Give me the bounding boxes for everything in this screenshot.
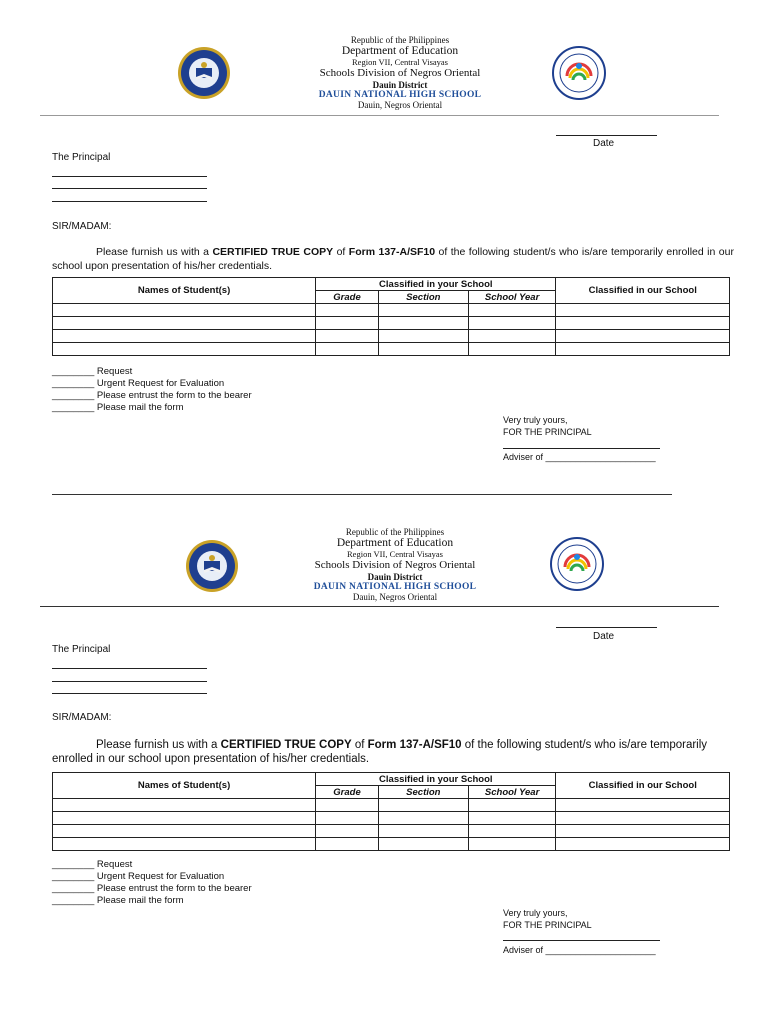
letterhead [0, 0, 768, 111]
option-mail[interactable]: ________ Please mail the form [52, 895, 184, 906]
date-label: Date [593, 631, 615, 642]
school-seal-icon [177, 46, 231, 100]
deped-seal-icon [549, 537, 605, 591]
option-urgent[interactable]: ________ Urgent Request for Evaluation [52, 378, 225, 389]
salutation: SIR/MADAM: [52, 221, 112, 232]
request-text-mid: of [333, 246, 349, 258]
table-row[interactable] [53, 330, 730, 343]
col-classified-your-header: Classified in your School [316, 278, 556, 291]
col-section-header: Section [378, 291, 468, 304]
request-text-pre: Please furnish us with a [96, 739, 221, 751]
division-line: Schools Division of Negros Oriental [319, 67, 481, 80]
letterhead [0, 492, 768, 603]
header-divider [40, 115, 719, 116]
date-line[interactable] [556, 627, 657, 628]
certified-true-copy: CERTIFIED TRUE COPY [212, 246, 334, 258]
col-grade-header: Grade [316, 786, 379, 799]
salutation: SIR/MADAM: [52, 712, 112, 723]
school-address: Dauin, Negros Oriental [352, 592, 438, 603]
col-classified-your-header: Classified in your School [316, 773, 556, 786]
closing: Very truly yours, [503, 908, 568, 918]
header-divider [40, 606, 719, 607]
col-school-year-header: School Year [468, 291, 556, 304]
adviser-line[interactable]: Adviser of ______________________ [503, 945, 656, 955]
closing: Very truly yours, [503, 415, 568, 425]
option-urgent[interactable]: ________ Urgent Request for Evaluation [52, 871, 225, 882]
col-names-header: Names of Student(s) [53, 773, 316, 799]
district-line: Dauin District [367, 571, 423, 582]
for-principal: FOR THE PRINCIPAL [503, 427, 592, 437]
students-table [52, 277, 730, 356]
request-text-post: of the following student/s who is/are temporarily enrolled in our school upon presentation of his/her credentials. [52, 246, 734, 272]
signature-line[interactable] [503, 940, 660, 941]
request-form-2 [0, 492, 768, 972]
address-line-2[interactable] [52, 681, 207, 682]
signature-block [503, 907, 592, 931]
option-entrust[interactable]: ________ Please entrust the form to the bearer [52, 883, 252, 894]
col-names-header: Names of Student(s) [53, 278, 316, 304]
table-row[interactable] [53, 304, 730, 317]
options-list [52, 859, 252, 907]
region-line: Region VII, Central Visayas [347, 548, 443, 559]
address-line-1[interactable] [52, 176, 207, 177]
principal-label: The Principal [52, 644, 111, 655]
form-number: Form 137-A/SF10 [367, 739, 462, 751]
district-line: Dauin District [372, 79, 428, 90]
address-line-3[interactable] [52, 693, 207, 694]
col-classified-our-header: Classified in our School [556, 278, 730, 304]
request-text-post: of the following student/s who is/are temporarily enrolled in our school upon presentation of his/her credentials. [52, 739, 708, 765]
option-entrust[interactable]: ________ Please entrust the form to the bearer [52, 390, 252, 401]
request-text-mid: of [351, 739, 368, 751]
table-row[interactable] [53, 317, 730, 330]
request-paragraph [52, 245, 734, 273]
request-paragraph [52, 738, 734, 766]
request-text-pre: Please furnish us with a [96, 246, 213, 258]
signature-line[interactable] [503, 448, 660, 449]
school-name: DAUIN NATIONAL HIGH SCHOOL [318, 89, 482, 100]
school-address: Dauin, Negros Oriental [357, 100, 443, 111]
table-row[interactable] [53, 799, 730, 812]
col-school-year-header: School Year [468, 786, 556, 799]
option-request[interactable]: ________ Request [52, 859, 133, 870]
deped-seal-icon [551, 46, 607, 100]
address-line-2[interactable] [52, 188, 207, 189]
option-mail[interactable]: ________ Please mail the form [52, 402, 184, 413]
address-line-1[interactable] [52, 668, 207, 669]
options-list [52, 366, 252, 414]
col-classified-our-header: Classified in our School [556, 773, 730, 799]
deped-line: Department of Education [341, 45, 459, 58]
table-row[interactable] [53, 825, 730, 838]
table-row[interactable] [53, 838, 730, 851]
republic-line: Republic of the Philippines [350, 35, 450, 45]
letterhead-text [250, 35, 550, 111]
date-label: Date [593, 138, 615, 149]
students-table [52, 772, 730, 851]
col-grade-header: Grade [316, 291, 379, 304]
form-number: Form 137-A/SF10 [348, 246, 436, 258]
certified-true-copy: CERTIFIED TRUE COPY [220, 739, 352, 751]
request-form-1 [0, 0, 768, 480]
signature-block [503, 414, 592, 438]
option-request[interactable]: ________ Request [52, 366, 133, 377]
school-name: DAUIN NATIONAL HIGH SCHOOL [313, 581, 477, 592]
table-row[interactable] [53, 343, 730, 356]
republic-line: Republic of the Philippines [345, 527, 445, 537]
table-row[interactable] [53, 812, 730, 825]
col-section-header: Section [378, 786, 468, 799]
principal-label: The Principal [52, 152, 111, 163]
deped-line: Department of Education [336, 537, 454, 550]
school-seal-icon [185, 539, 239, 593]
adviser-line[interactable]: Adviser of ______________________ [503, 452, 656, 462]
division-line: Schools Division of Negros Oriental [314, 559, 476, 572]
letterhead-text [245, 527, 545, 603]
address-line-3[interactable] [52, 201, 207, 202]
for-principal: FOR THE PRINCIPAL [503, 920, 592, 930]
date-line[interactable] [556, 135, 657, 136]
region-line: Region VII, Central Visayas [352, 56, 448, 67]
